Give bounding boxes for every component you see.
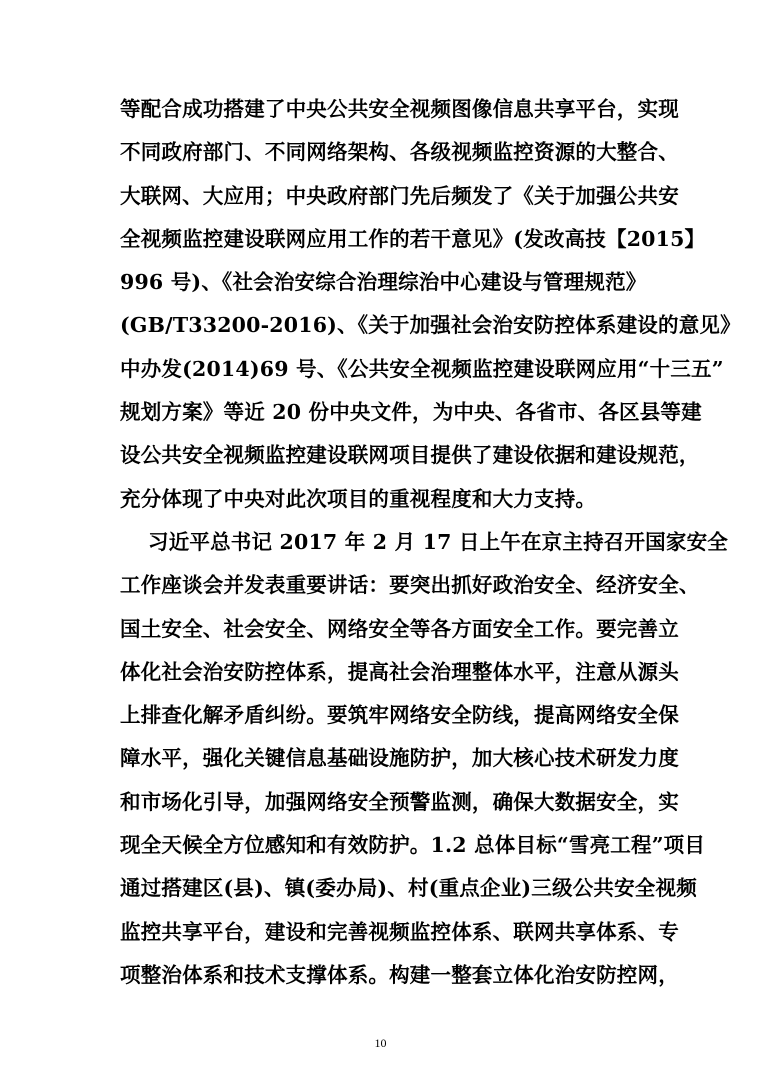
text-line-21: 项整治体系和技术支撑体系。构建一整套立体化治安防控网， <box>120 962 679 987</box>
page-number: 10 <box>374 1036 387 1050</box>
text-line-6: (GB/T33200-2016)、《关于加强社会治安防控体系建设的意见》 <box>120 313 741 338</box>
text-line-19: 通过搭建区(县)、镇(委办局)、村(重点企业)三级公共安全视频 <box>120 876 697 901</box>
text-line-10: 充分体现了中央对此次项目的重视程度和大力支持。 <box>120 486 597 511</box>
text-line-13: 国土安全、社会安全、网络安全等各方面安全工作。要完善立 <box>120 616 679 641</box>
body-text <box>120 88 741 997</box>
text-line-15: 上排查化解矛盾纠纷。要筑牢网络安全防线，提高网络安全保 <box>120 703 679 728</box>
text-line-11: 习近平总书记 2017 年 2 月 17 日上午在京主持召开国家安全 <box>148 529 728 554</box>
text-line-14: 体化社会治安防控体系，提高社会治理整体水平，注意从源头 <box>120 659 679 684</box>
text-line-18: 现全天候全方位感知和有效防护。1.2 总体目标“雪亮工程”项目 <box>120 833 706 858</box>
text-line-4: 全视频监控建设联网应用工作的若干意见》(发改高技【2015】 <box>120 226 706 251</box>
text-line-8: 规划方案》等近 20 份中央文件，为中央、各省市、各区县等建 <box>120 400 702 425</box>
text-line-7: 中办发(2014)69 号、《公共安全视频监控建设联网应用“十三五” <box>120 356 724 381</box>
text-line-1: 等配合成功搭建了中央公共安全视频图像信息共享平台，实现 <box>120 97 679 121</box>
text-line-20: 监控共享平台，建设和完善视频监控体系、联网共享体系、专 <box>120 919 679 944</box>
text-line-9: 设公共安全视频监控建设联网项目提供了建设依据和建设规范， <box>120 443 700 468</box>
text-line-12: 工作座谈会并发表重要讲话：要突出抓好政治安全、经济安全、 <box>120 573 700 598</box>
text-line-5: 996 号)、《社会治安综合治理综治中心建设与管理规范》 <box>120 270 647 295</box>
text-line-2: 不同政府部门、不同网络架构、各级视频监控资源的大整合、 <box>120 140 679 165</box>
text-line-3: 大联网、大应用；中央政府部门先后频发了《关于加强公共安 <box>120 183 679 208</box>
text-line-17: 和市场化引导，加强网络安全预警监测，确保大数据安全，实 <box>120 789 679 814</box>
text-line-16: 障水平，强化关键信息基础设施防护，加大核心技术研发力度 <box>120 746 679 771</box>
